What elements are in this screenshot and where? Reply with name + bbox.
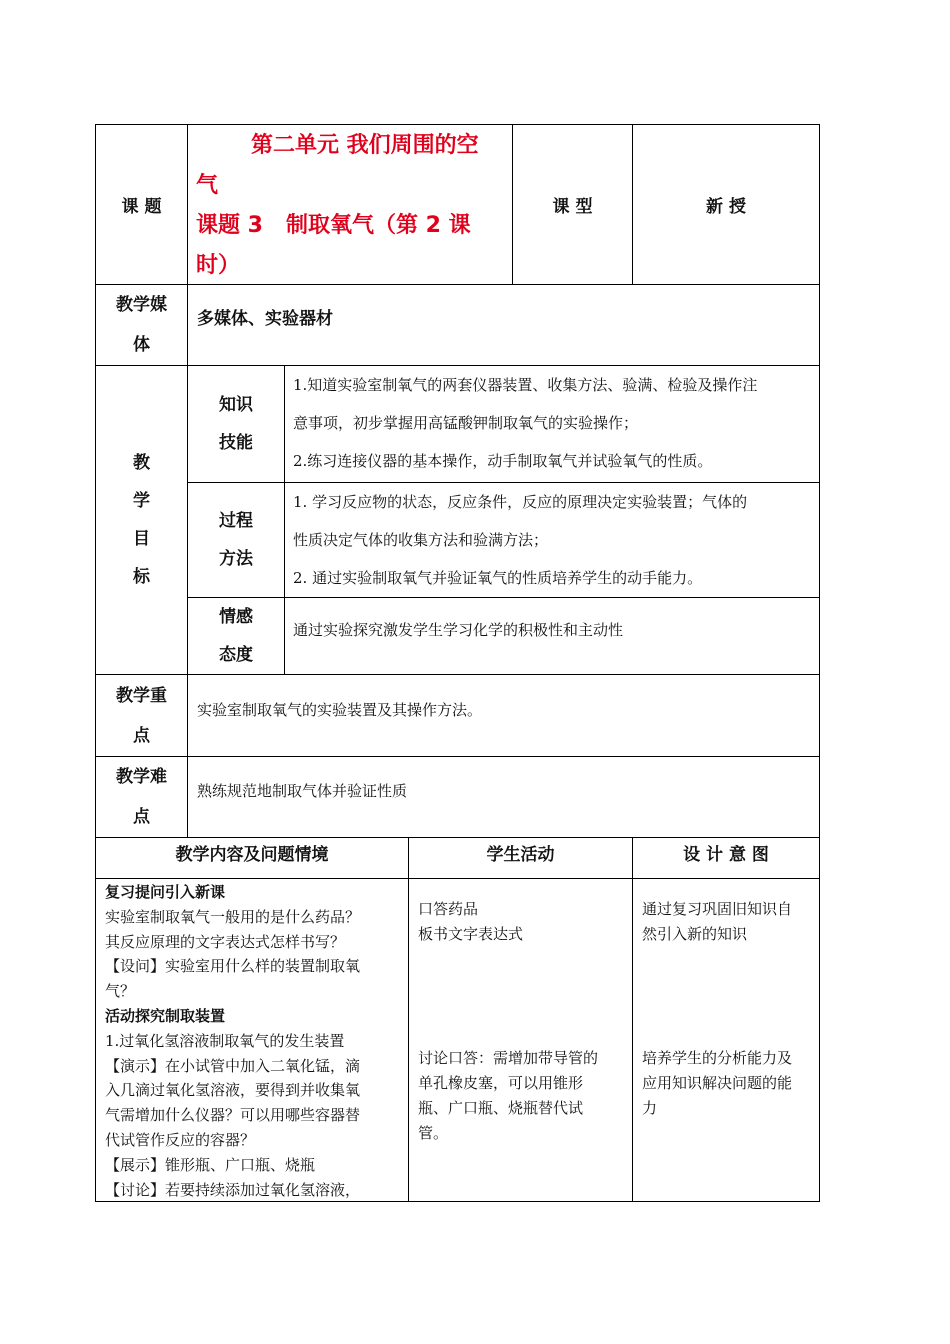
activity-block-1: 口答药品 板书文字表达式 xyxy=(418,900,524,943)
title-line-2: 气 xyxy=(196,173,219,198)
content-cell: 复习提问引入新课 实验室制取氧气一般用的是什么药品？ 其反应原理的文字表达式怎样书写？ 【设问】实验室用什么样的装置制取氧 气？ 活动探究制取装置 1.过氧化氢溶液制取氧气的发生装置 【演示】在小试管中加入二氧化锰，滴 入几滴过氧化氢溶液，要得到并收集氧 气需增加什么仪器？可以用哪些容器替 代试管作反应的容器？ 【展示】锥形瓶、广口瓶、烧瓶 【讨论】若要持续添加过氧化氢溶液， xyxy=(105,880,403,1200)
knowledge-label: 知识 技能 xyxy=(219,395,253,453)
goals-label: 教 学 目 标 xyxy=(133,453,150,587)
activity-block-2: 讨论口答：需增加带导管的 单孔橡皮塞，可以用锥形 瓶、广口瓶、烧瓶替代试 管。 xyxy=(418,1049,599,1142)
rule xyxy=(95,878,820,879)
process-text: 1. 学习反应物的状态，反应条件，反应的原理决定实验装置；气体的 性质决定气体的收集方法和验满方法； 2. 通过实验制取氧气并验证氧气的性质培养学生的动手能力。 xyxy=(293,493,748,587)
column-header-content: 教学内容及问题情境 xyxy=(175,845,329,865)
process-label: 过程 方法 xyxy=(219,511,253,569)
section-heading: 活动探究制取装置 xyxy=(105,1006,226,1025)
rule xyxy=(819,124,820,1202)
title-line-3: 课题 3 制取氧气（第 2 课 xyxy=(196,213,471,238)
media-value: 多媒体、实验器材 xyxy=(197,309,333,329)
attitude-label: 情感 态度 xyxy=(219,607,253,665)
intent-block-2: 培养学生的分析能力及 应用知识解决问题的能 力 xyxy=(642,1049,793,1117)
column-header-activity: 学生活动 xyxy=(486,845,555,865)
rule xyxy=(284,365,285,674)
title-line-4: 时） xyxy=(196,253,241,278)
key-point-value: 实验室制取氧气的实验装置及其操作方法。 xyxy=(197,701,483,719)
intent-block-1: 通过复习巩固旧知识自 然引入新的知识 xyxy=(642,900,793,943)
column-header-intent: 设 计 意 图 xyxy=(683,845,769,865)
media-label: 教学媒 体 xyxy=(116,295,167,355)
knowledge-text: 1.知道实验室制氧气的两套仪器装置、收集方法、验满、检验及操作注 意事项，初步掌握用高锰酸钾制取氧气的实验操作； 2.练习连接仪器的基本操作，动手制取氧气并试验氧气的性质。 xyxy=(293,376,758,470)
difficulty-label: 教学难 点 xyxy=(116,767,167,827)
attitude-text: 通过实验探究激发学生学习化学的积极性和主动性 xyxy=(293,621,624,639)
topic-label: 课 题 xyxy=(121,197,162,217)
lesson-type-value: 新 授 xyxy=(706,197,746,217)
rule xyxy=(632,837,633,1201)
key-point-label: 教学重 点 xyxy=(116,685,167,746)
title-line-1: 第二单元 我们周围的空 xyxy=(251,133,479,158)
difficulty-value: 熟练规范地制取气体并验证性质 xyxy=(197,782,408,800)
topic-title xyxy=(196,126,510,284)
section-heading: 复习提问引入新课 xyxy=(105,883,226,901)
lesson-type-label: 课 型 xyxy=(552,197,593,217)
rule xyxy=(408,837,409,1201)
